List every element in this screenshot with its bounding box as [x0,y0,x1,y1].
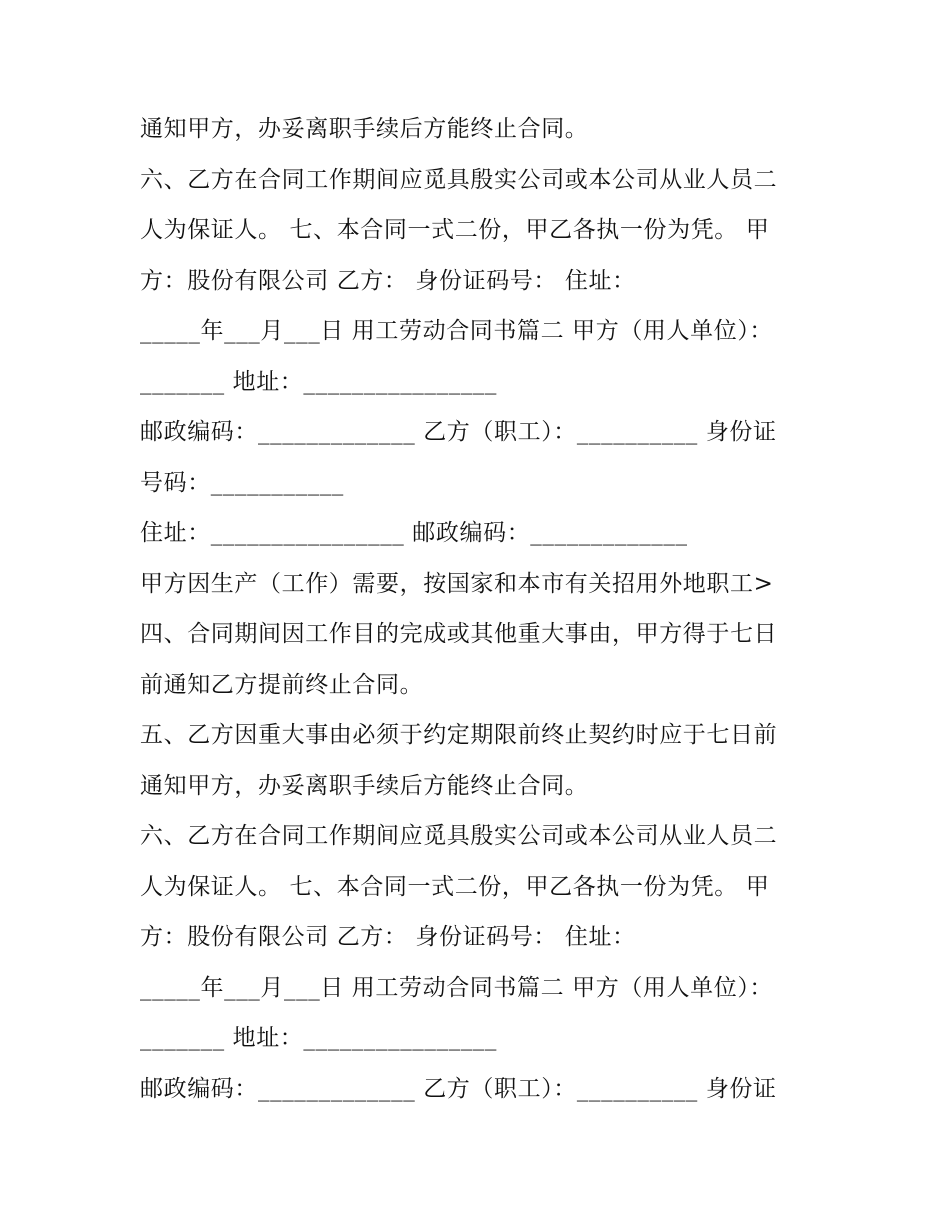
text-line: 住址：________________ 邮政编码：_____________ [140,520,688,546]
text-line: 人为保证人。 七、本合同一式二份，甲乙各执一份为凭。 甲 [140,873,770,900]
text-line: _____年___月___日 用工劳动合同书篇二 甲方（用人单位）： [140,318,774,344]
text-line: 方：股份有限公司 乙方： 身份证码号： 住址： [140,924,636,950]
text-line: 六、乙方在合同工作期间应觅具殷实公司或本公司从业人员二 [140,166,778,193]
text-line: 号码：___________ [140,469,344,496]
text-line: 通知甲方，办妥离职手续后方能终止合同。 [140,116,589,142]
text-line: 甲方因生产（工作）需要，按国家和本市有关招用外地职工> [140,570,774,597]
text-line: _______ 地址：________________ [140,368,498,395]
text-line: _____年___月___日 用工劳动合同书篇二 甲方（用人单位）： [140,974,774,1001]
document-body [140,104,840,1114]
text-line: 四、合同期间因工作目的完成或其他重大事由，甲方得于七日 [140,621,778,647]
text-line: 六、乙方在合同工作期间应觅具殷实公司或本公司从业人员二 [140,823,778,849]
text-line: 邮政编码：_____________ 乙方（职工）：__________ 身份证 [140,1075,777,1102]
text-line: 五、乙方因重大事由必须于约定期限前终止契约时应于七日前 [140,722,778,748]
text-line: 人为保证人。 七、本合同一式二份，甲乙各执一份为凭。 甲 [140,217,770,243]
text-line: 邮政编码：_____________ 乙方（职工）：__________ 身份证 [140,419,777,445]
text-line: 方：股份有限公司 乙方： 身份证码号： 住址： [140,267,636,294]
text-line: _______ 地址：________________ [140,1025,498,1051]
text-line: 前通知乙方提前终止合同。 [140,671,424,698]
text-line: 通知甲方，办妥离职手续后方能终止合同。 [140,772,589,799]
